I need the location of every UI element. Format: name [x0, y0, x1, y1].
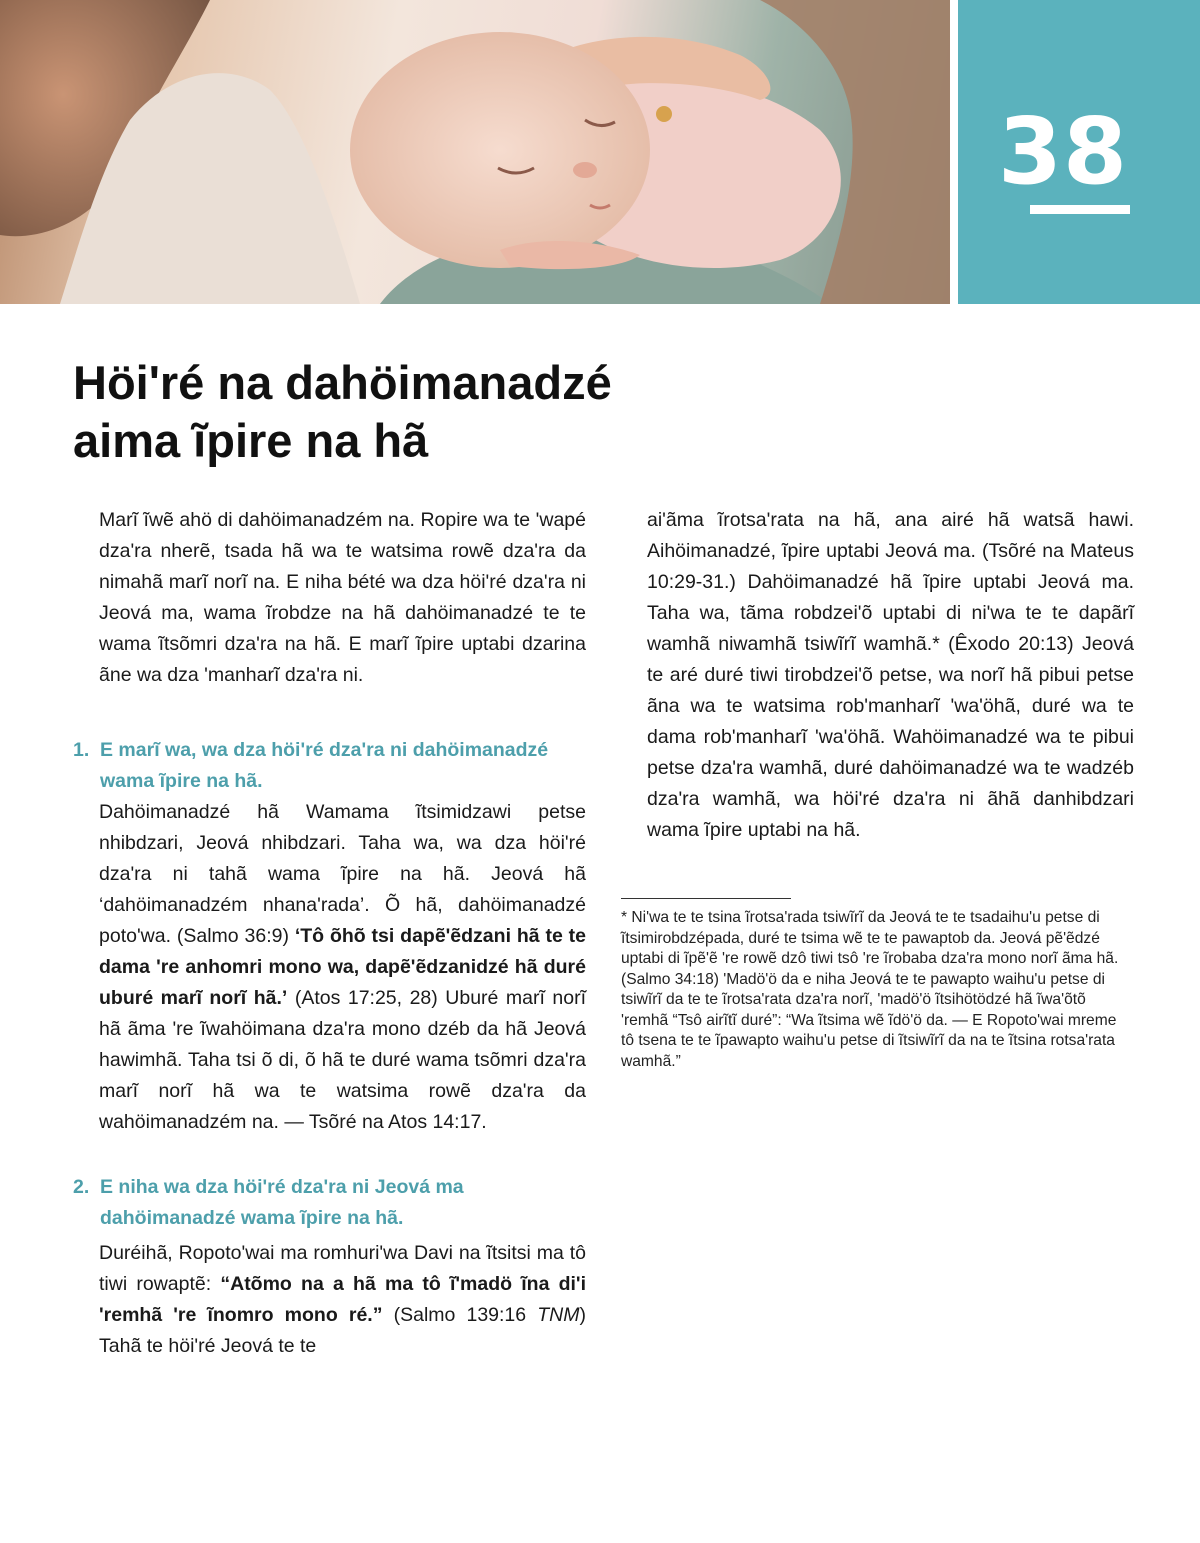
mother-and-baby-photo: [0, 0, 950, 304]
title-line-1: Höi'ré na dahöimanadzé: [73, 356, 612, 409]
button-detail: [656, 106, 672, 122]
chapter-underline: [1030, 205, 1130, 214]
footnote-text: * Ni'wa te te tsina ĩrotsa'rada tsiwĩrĩ da Jeová te te tsadaihu'u petse di ĩtsimirobdzépada, duré te tsima wẽ te te pawaptob da. Jeová pẽ'ẽdzé uptabi di ĩpẽ'ẽ 're rowẽ dzô tiwi tsô 're ĩrobaba dza'ra mono norĩ ãma hã. (Salmo 34:18) 'Madö'ö da e niha Jeová te te pawapto waihu'u petse di tsiwĩrĩ da te te ĩrotsa'rata dza'ra norĩ, 'madö'ö ĩtsihötödzé hã ĩwa'õtõ 'remhã “Tsô airĩtĩ duré”: “Wa ĩtsima wẽ ĩdö'ö da. — E Ropoto'wai mreme tô tsena te te ĩpawapto waihu'u petse di ĩtsiwĩrĩ da na te ĩtsina rotsa'rata wamhã.”: [621, 909, 1119, 1070]
para1-quote: ‘Tô õhõ tsi dapẽ'ẽdzani hã te te dama 're anhomri mono wa, dapẽ'ẽdzanidzé hã duré uburé marĩ norĩ hã.’: [99, 925, 587, 1009]
para1-text-a: Dahöimanadzé hã Wamama ĩtsimidzawi petse nhibdzari, Jeová nhibdzari. Taha wa, wa dza höi'ré dza'ra ni tahã wama ĩpire na hã. Jeová hã ‘dahöimanadzém nhana'rada’. Õ hã, dahöimanadzé poto'wa. (Salmo 36:9): [99, 801, 586, 947]
para2-text-a: Duréihã, Ropoto'wai ma romhuri'wa Davi na ĩtsitsi ma tô tiwi rowaptẽ:: [99, 1242, 586, 1295]
chapter-badge: [958, 0, 1200, 304]
paragraph-2: [99, 1238, 586, 1362]
para2-quote: “Atõmo na a hã ma tô ĩ'madö ĩna di'i 'remhã 're ĩnomro mono ré.”: [99, 1273, 586, 1326]
paragraph-1: [99, 797, 586, 1138]
paragraph-1-block: [99, 797, 586, 1138]
intro-paragraph: Marĩ ĩwẽ ahö di dahöimanadzém na. Ropire wa te 'wapé dza'ra nherẽ, tsada hã wa te watsima rowẽ dza'ra da nimahã marĩ norĩ na. E niha bété wa dza höi'ré dza'ra ni Jeová ma, wama ĩrobdze na hã dahöimanadzé te te wama ĩtsõmri dza'ra na hã. E marĩ ĩpire uptabi dzarina ãne wa dza 'manharĩ dza'ra ni.: [99, 509, 586, 686]
question-number: 1.: [73, 739, 90, 761]
header-photo: [0, 0, 950, 304]
paragraph-2-part-1: [99, 1238, 586, 1362]
page-title: [73, 354, 773, 470]
chapter-number: 38: [997, 98, 1128, 205]
question-1: [73, 735, 593, 797]
question-text: E marĩ wa, wa dza höi'ré dza'ra ni dahöimanadzé wama ĩpire na hã.: [100, 739, 549, 792]
question-2: [73, 1172, 593, 1234]
para2-text-b: (Salmo 139:16: [393, 1304, 527, 1326]
right-column: [647, 505, 1134, 846]
question-number: 2.: [73, 1176, 90, 1198]
question-text: E niha wa dza höi'ré dza'ra ni Jeová ma dahöimanadzé wama ĩpire na hã.: [100, 1176, 464, 1229]
para2-continued-marker: ) Tahã te höi'ré Jeová te te: [99, 1304, 586, 1357]
footnote-divider: [621, 898, 791, 899]
footnote: [621, 908, 1133, 1072]
paragraph-2-continued: ai'ãma ĩrotsa'rata na hã, ana airé hã watsã hawi. Aihöimanadzé, ĩpire uptabi Jeová ma. (Tsõré na Mateus 10:29-31.) Dahöimanadzé hã ĩpire uptabi Jeová ma. Taha wa, tãma robdzei'õ uptabi di ni'wa te te dapãrĩ wamhã niwamhã tsiwĩrĩ wamhã.* (Êxodo 20:13) Jeová te aré duré tiwi tirobdzei'õ petse, wa norĩ hã pibui petse ãna wa te watsima rob'manharĩ 'wa'öhã, duré wa te dama rob'manharĩ 'wa'öhã. Wahöimanadzé wa te pibui petse dza'ra wamhã, duré dahöimanadzé wa te wadzéb dza'ra wamhã, wa höi'ré dza'ra ni ãhã danhibdzari wama ĩpire uptabi na hã.: [647, 509, 1134, 841]
para1-text-b: (Atos 17:25, 28) Uburé marĩ norĩ hã ãma 're ĩwahöimana dza'ra mono dzéb da hã Jeová hawimhã. Taha tsi õ di, õ hã te duré wama tsõmri dza'ra marĩ norĩ hã wa te watsima rowẽ dza'ra da wahöimanadzém na. — Tsõré na Atos 14:17.: [99, 987, 586, 1133]
para2-abbrev: TNM: [537, 1304, 580, 1326]
left-column: [99, 505, 586, 691]
title-line-2: aima ĩpire na hã: [73, 414, 429, 467]
